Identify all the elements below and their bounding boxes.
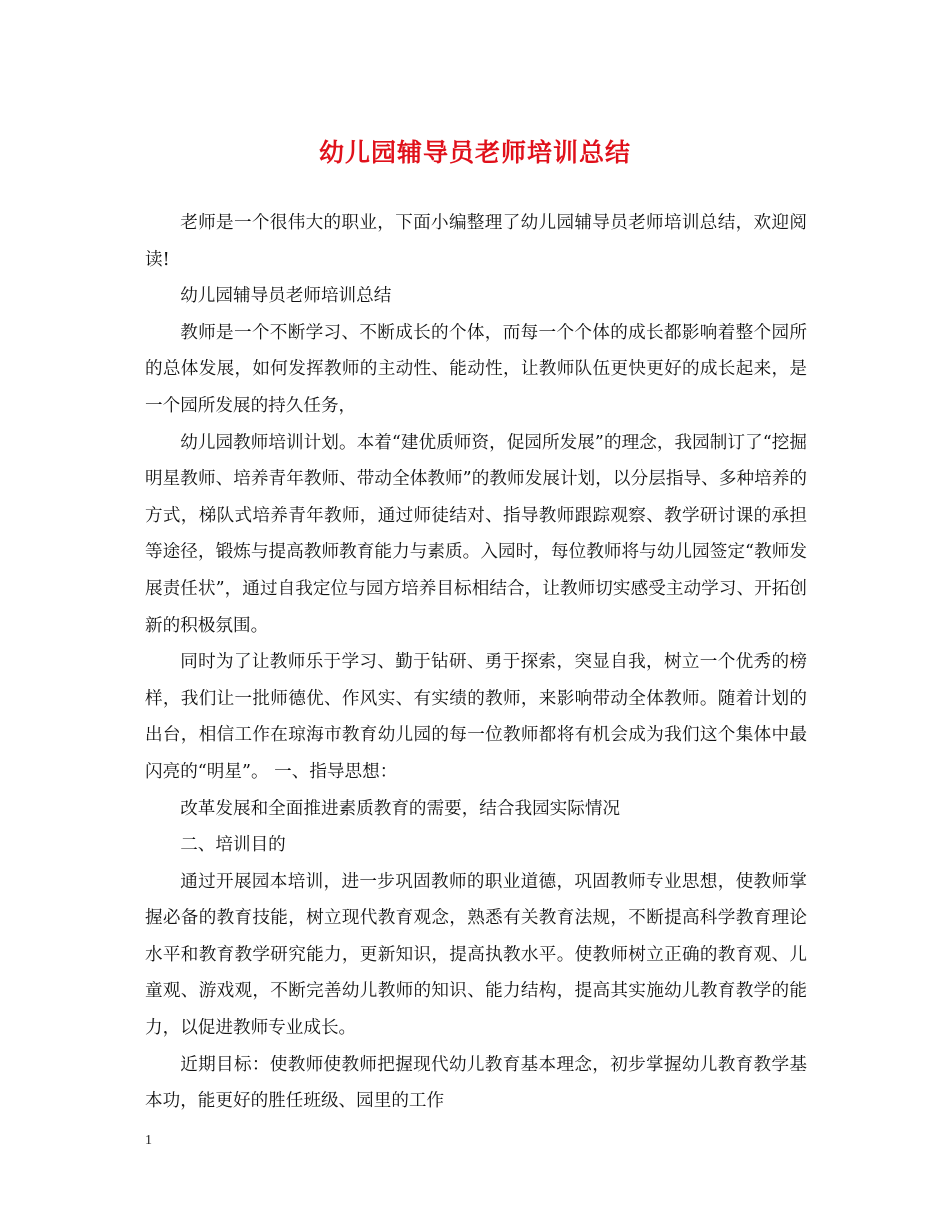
paragraph: 近期目标：使教师使教师把握现代幼儿教育基本理念，初步掌握幼儿教育教学基本功，能更好的胜任班级、园里的工作 bbox=[145, 1054, 807, 1112]
paragraph: 改革发展和全面推进素质教育的需要，结合我园实际情况 bbox=[180, 798, 621, 819]
paragraph: 二、培训目的 bbox=[180, 835, 286, 856]
paragraph: 老师是一个很伟大的职业，下面小编整理了幼儿园辅导员老师培训总结，欢迎阅读! bbox=[145, 213, 807, 270]
document-title: 幼儿园辅导员老师培训总结 bbox=[318, 138, 631, 167]
paragraph: 幼儿园教师培训计划。本着“建优质师资，促园所发展”的理念，我园制订了“挖掘明星教师、培养青年教师、带动全体教师”的教师发展计划，以分层指导、多种培养的方式，梯队式培养青年教师，通过师徒结对、指导教师跟踪观察、教学研讨课的承担等途径，锻炼与提高教师教育能力与素质。入园时，每位教师将与幼儿园签定“教师发展责任状”，通过自我定位与园方培养目标相结合，让教师切实感受主动学习、开拓创新的积极氛围。 bbox=[145, 432, 807, 636]
paragraph: 同时为了让教师乐于学习、勤于钻研、勇于探索，突显自我，树立一个优秀的榜样，我们让一批师德优、作风实、有实绩的教师，来影响带动全体教师。随着计划的出台，相信工作在琼海市教育幼儿园的每一位教师都将有机会成为我们这个集体中最闪亮的“明星”。 一、指导思想： bbox=[145, 652, 807, 782]
paragraph: 教师是一个不断学习、不断成长的个体，而每一个个体的成长都影响着整个园所的总体发展，如何发挥教师的主动性、能动性，让教师队伍更快更好的成长起来，是一个园所发展的持久任务， bbox=[145, 322, 807, 416]
paragraph: 幼儿园辅导员老师培训总结 bbox=[180, 286, 392, 307]
page-number: 1 bbox=[145, 1133, 152, 1148]
paragraph: 通过开展园本培训，进一步巩固教师的职业道德，巩固教师专业思想，使教师掌握必备的教育技能，树立现代教育观念，熟悉有关教育法规，不断提高科学教育理论水平和教育教学研究能力，更新知识，提高执教水平。使教师树立正确的教育观、儿童观、游戏观，不断完善幼儿教师的知识、能力结构，提高其实施幼儿教育教学的能力，以促进教师专业成长。 bbox=[145, 871, 807, 1039]
document-body bbox=[145, 205, 807, 1120]
